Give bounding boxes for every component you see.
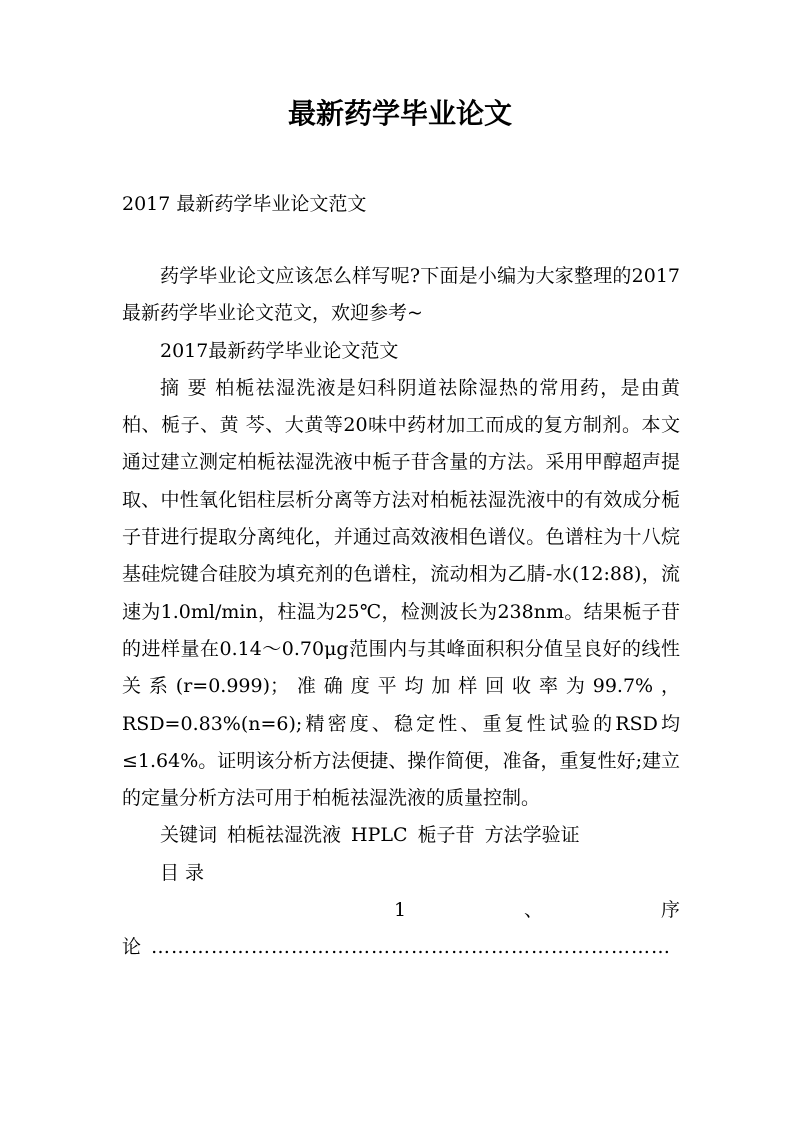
intro-paragraph: 药学毕业论文应该怎么样写呢?下面是小编为大家整理的2017最新药学毕业论文范文，欢迎参考~ — [122, 265, 680, 325]
toc-entry-separator: 、 — [524, 899, 544, 922]
toc-entry-title-part2: 论 — [122, 936, 142, 959]
document-title: 最新药学毕业论文 — [287, 97, 512, 130]
toc-entry[interactable] — [122, 892, 680, 929]
abstract-paragraph: 摘 要 柏栀祛湿洗液是妇科阴道祛除湿热的常用药，是由黄柏、栀子、黄 芩、大黄等20味中药材加工而成的复方制剂。本文通过建立测定柏栀祛湿洗液中栀子苷含量的方法。采用甲醇超声提取、中性氧化铝柱层析分离等方法对柏栀祛湿洗液中的有效成分栀子苷进行提取分离纯化，并通过高效液相色谱仪。色谱柱为十八烷基硅烷键合硅胶为填充剂的色谱柱，流动相为乙腈-水(12:88)，流速为1.0ml/min，柱温为25℃，检测波长为238nm。结果栀子苷的进样量在0.14～0.70μg范围内与其峰面积积分值呈良好的线性关系(r=0.999)；准确度平均加样回收率为99.7%，RSD=0.83%(n=6);精密度、稳定性、重复性试验的RSD均≤1.64%。证明该分析方法便捷、操作简便，准备，重复性好;建立的定量分析方法可用于柏栀祛湿洗液的质量控制。 — [122, 376, 680, 810]
keywords-label: 关键词 — [160, 824, 218, 847]
toc-entry-title-part1: 序 — [660, 899, 680, 922]
keywords-line — [122, 817, 680, 854]
section-heading: 2017最新药学毕业论文范文 — [160, 339, 399, 362]
toc-leader-dots: …………………………………………………………………… — [151, 936, 672, 959]
toc-entry-number: 1 — [394, 899, 407, 922]
keyword-item: 方法学验证 — [484, 824, 580, 847]
keyword-item: 柏栀祛湿洗液 — [227, 824, 342, 847]
document-body — [122, 258, 680, 967]
toc-entry-continuation[interactable] — [122, 929, 680, 966]
keyword-item: 栀子苷 — [417, 824, 475, 847]
document-subtitle: 2017 最新药学毕业论文范文 — [122, 193, 367, 215]
toc-heading: 目 录 — [160, 861, 205, 884]
keyword-item: HPLC — [351, 824, 408, 847]
